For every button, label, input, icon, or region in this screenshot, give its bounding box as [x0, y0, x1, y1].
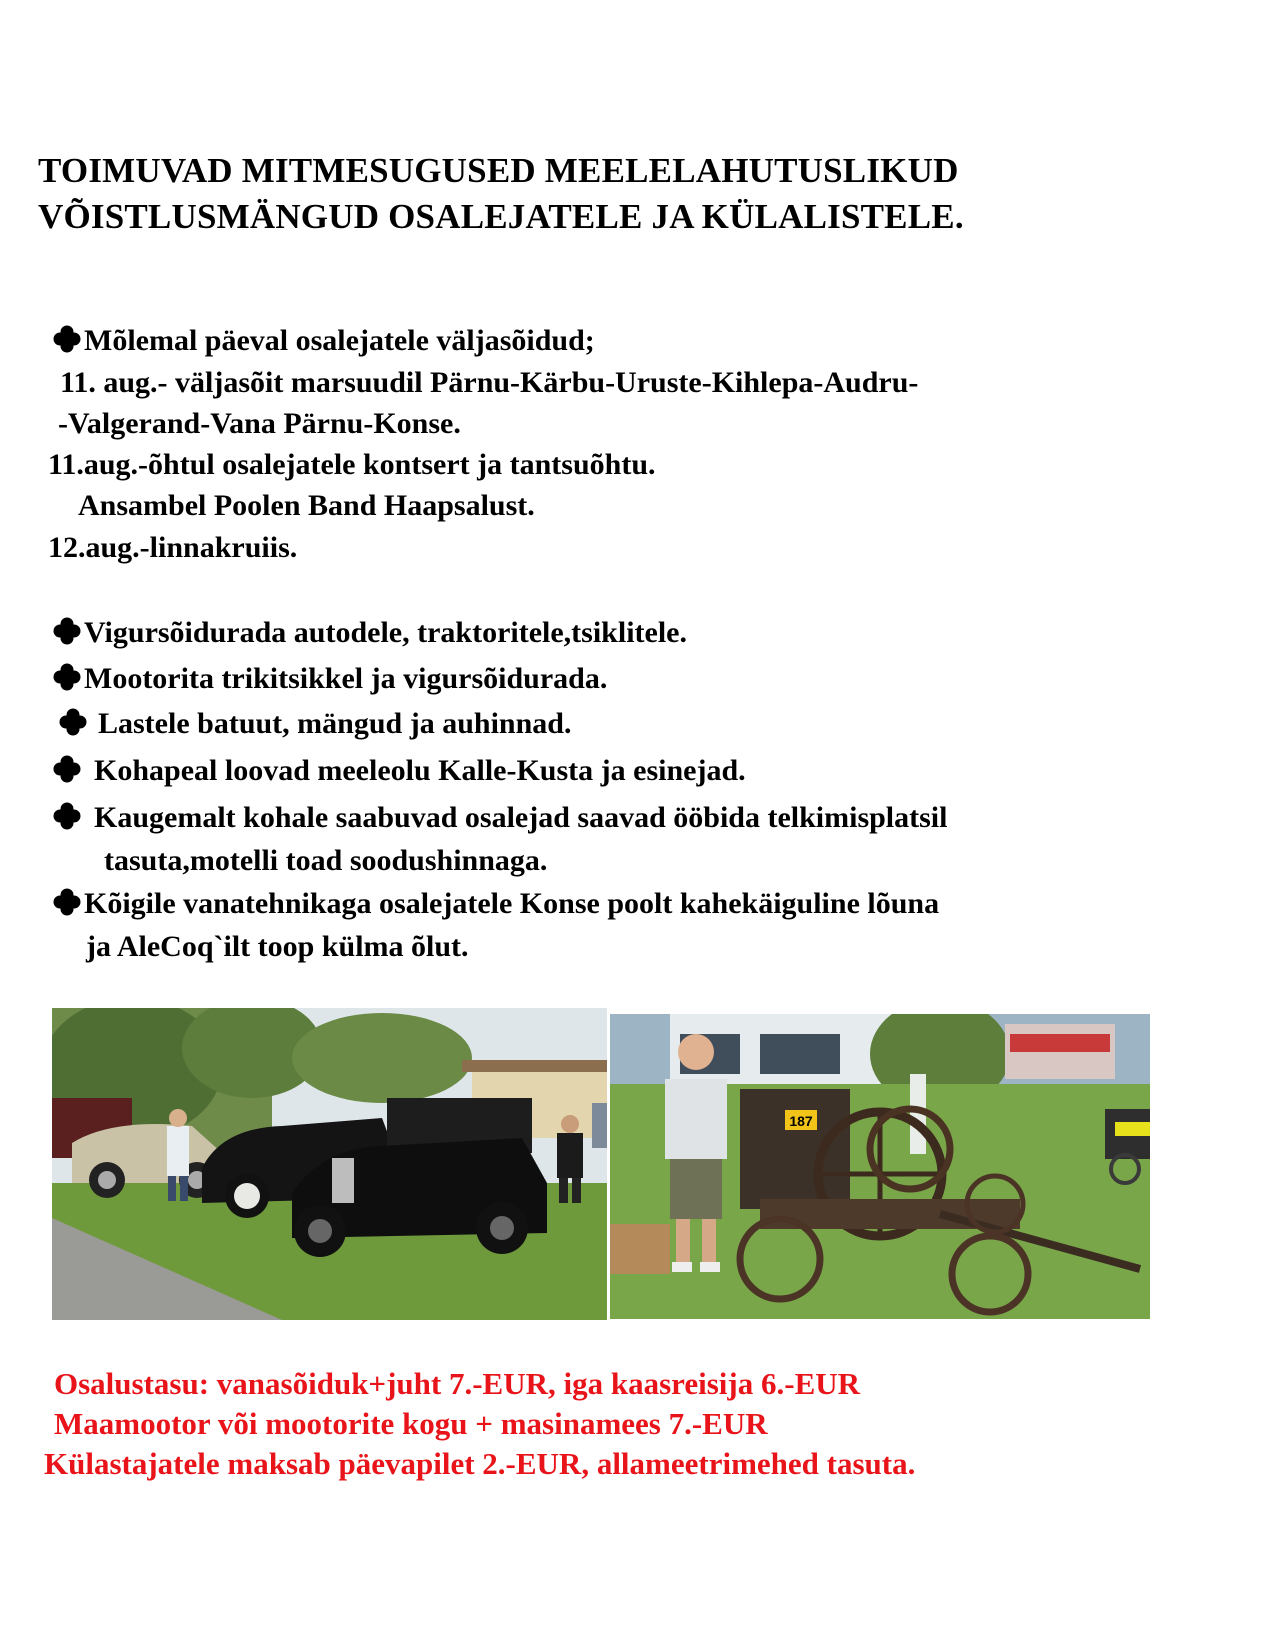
- cross-bullet-icon: [58, 707, 88, 737]
- fee-engines: Maamootor või mootorite kogu + masinamees 7.-EUR: [54, 1406, 768, 1441]
- headline-line-1: TOIMUVAD MITMESUGUSED MEELELAHUTUSLIKUD: [38, 151, 959, 190]
- feature-item: [52, 660, 607, 698]
- engine-plate-number: 187: [789, 1113, 813, 1129]
- feature-text: Kohapeal loovad meeleolu Kalle-Kusta ja esinejad.: [94, 754, 746, 787]
- feature-item: [52, 614, 687, 652]
- program-both-days: [52, 322, 595, 360]
- headline: [38, 148, 1218, 240]
- fee-visitors: Külastajatele maksab päevapilet 2.-EUR, allameetrimehed tasuta.: [44, 1446, 916, 1481]
- cross-bullet-icon: [52, 887, 82, 917]
- vintage-cars-photo: [52, 1008, 607, 1320]
- feature-text: Mootorita trikitsikkel ja vigursõidurada.: [84, 662, 608, 695]
- cross-bullet-icon: [52, 324, 82, 354]
- feature-continuation: tasuta,motelli toad soodushinnaga.: [104, 844, 548, 877]
- cross-bullet-icon: [52, 754, 82, 784]
- fee-participants: Osalustasu: vanasõiduk+juht 7.-EUR, iga kaasreisija 6.-EUR: [54, 1366, 861, 1401]
- feature-item: [52, 752, 746, 790]
- feature-text: Lastele batuut, mängud ja auhinnad.: [98, 707, 572, 740]
- headline-line-2: VÕISTLUSMÄNGUD OSALEJATELE JA KÜLALISTELE.: [38, 197, 964, 236]
- cross-bullet-icon: [52, 801, 82, 831]
- program-drive-line-2: -Valgerand-Vana Pärnu-Konse.: [58, 407, 461, 440]
- feature-text: Kaugemalt kohale saabuvad osalejad saavad ööbida telkimisplatsil: [94, 801, 948, 834]
- feature-text: Kõigile vanatehnikaga osalejatele Konse poolt kahekäiguline lõuna: [84, 887, 940, 920]
- feature-continuation: ja AleCoq`ilt toop külma õlut.: [86, 930, 469, 963]
- program-drive-line-1: 11. aug.- väljasõit marsuudil Pärnu-Kärbu-Uruste-Kihlepa-Audru-: [60, 366, 919, 399]
- feature-item: [52, 885, 939, 923]
- cross-bullet-icon: [52, 662, 82, 692]
- feature-item: [58, 705, 571, 743]
- program-concert: 11.aug.-õhtul osalejatele kontsert ja tantsuõhtu.: [48, 448, 656, 481]
- feature-item: [52, 799, 947, 837]
- cross-bullet-icon: [52, 616, 82, 646]
- program-cruise: 12.aug.-linnakruiis.: [48, 531, 298, 564]
- engine-photo: [610, 1014, 1150, 1319]
- program-both-days-text: Mõlemal päeval osalejatele väljasõidud;: [84, 324, 595, 357]
- program-band: Ansambel Poolen Band Haapsalust.: [78, 489, 535, 522]
- feature-text: Vigursõidurada autodele, traktoritele,tsiklitele.: [84, 616, 687, 649]
